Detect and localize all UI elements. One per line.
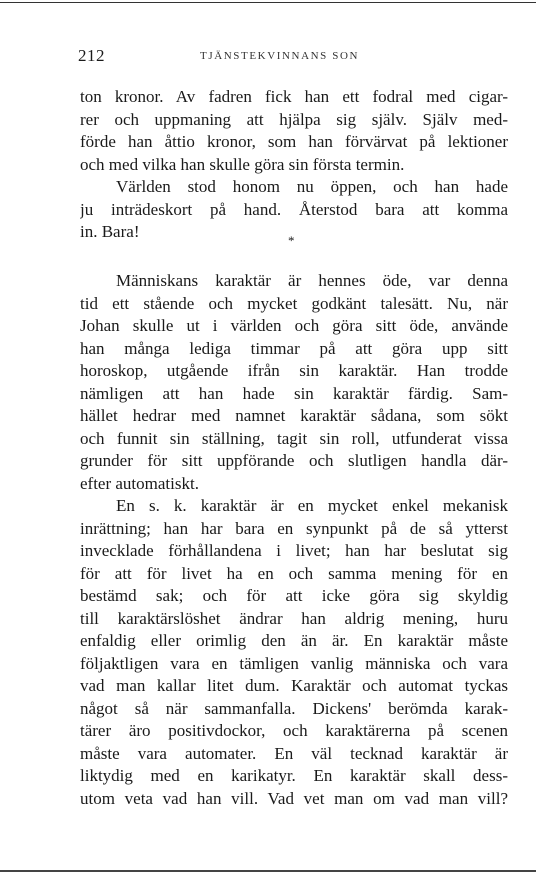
text-line: följaktligen vara en tämligen vanlig människa och vara (80, 653, 508, 673)
bottom-page-edge-rule (0, 870, 536, 872)
text-line: Världen stod honom nu öppen, och han hade (116, 177, 508, 196)
text-line: nämligen att han hade sin karaktär färdig. Sam- (80, 383, 508, 403)
text-line: invecklade förhållandena i livet; han har beslutat sig (80, 541, 508, 560)
text-line: efter automatiskt. (80, 473, 199, 493)
text-line: något så när sammanfalla. Dickens' berömda karak- (80, 698, 508, 718)
text-line: tärer äro positivdockor, och karaktärerna på scenen (80, 721, 508, 740)
text-line: inrättning; han har bara en synpunkt på de så ytterst (80, 518, 508, 538)
text-line: tid ett stående och mycket godkänt talesätt. Nu, när (80, 293, 508, 313)
text-line: han många lediga timmar på att göra upp sitt (80, 338, 508, 358)
text-line: grunder för sitt uppförande och slutligen handla där- (80, 451, 508, 470)
text-line: ju inträdeskort på hand. Återstod bara att komma (80, 199, 508, 219)
section-break-asterisk: * (288, 233, 295, 248)
text-line: ton kronor. Av fadren fick han ett fodral med cigar- (80, 87, 508, 106)
text-line: och med vilka han skulle göra sin första termin. (80, 154, 405, 174)
text-line: liktydig med en karikatyr. En karaktär skall dess- (80, 766, 508, 785)
running-head: TJÄNSTEKVINNANS SON (200, 50, 360, 62)
text-line: En s. k. karaktär är en mycket enkel mekanisk (116, 496, 508, 515)
text-line: bestämd sak; och för att icke göra sig skyldig (80, 586, 508, 605)
text-line: och funnit sin ställning, tagit sin roll, utfunderat vissa (80, 428, 508, 448)
page-header (78, 46, 508, 70)
text-line: hället hedrar med namnet karaktär sådana, som sökt (80, 406, 508, 425)
text-line: Människans karaktär är hennes öde, var denna (116, 271, 508, 290)
text-block-bottom (80, 270, 508, 810)
text-line: för att för livet ha en och samma mening för en (80, 563, 508, 583)
text-line: utom veta vad han vill. Vad vet man om vad man vill? (80, 788, 508, 808)
page-number: 212 (78, 46, 105, 65)
text-line: horoskop, utgående ifrån sin karaktär. Han trodde (80, 361, 508, 380)
text-line: måste vara automater. En väl tecknad karaktär är (80, 743, 508, 763)
text-line: vad man kallar litet dum. Karaktär och automat tyckas (80, 676, 508, 695)
text-line: förde han åttio kronor, som han förvärvat på lektioner (80, 132, 508, 151)
text-block-top (80, 86, 508, 244)
text-line: rer och uppmaning att hjälpa sig själv. Själv med- (80, 109, 508, 129)
top-page-edge-rule (0, 2, 536, 3)
text-line: Johan skulle ut i världen och göra sitt öde, använde (80, 316, 508, 335)
text-line: till karaktärslöshet ändrar han aldrig mening, huru (80, 608, 508, 628)
text-line: enfaldig eller orimlig den än är. En karaktär måste (80, 631, 508, 650)
text-line: in. Bara! (80, 222, 140, 241)
